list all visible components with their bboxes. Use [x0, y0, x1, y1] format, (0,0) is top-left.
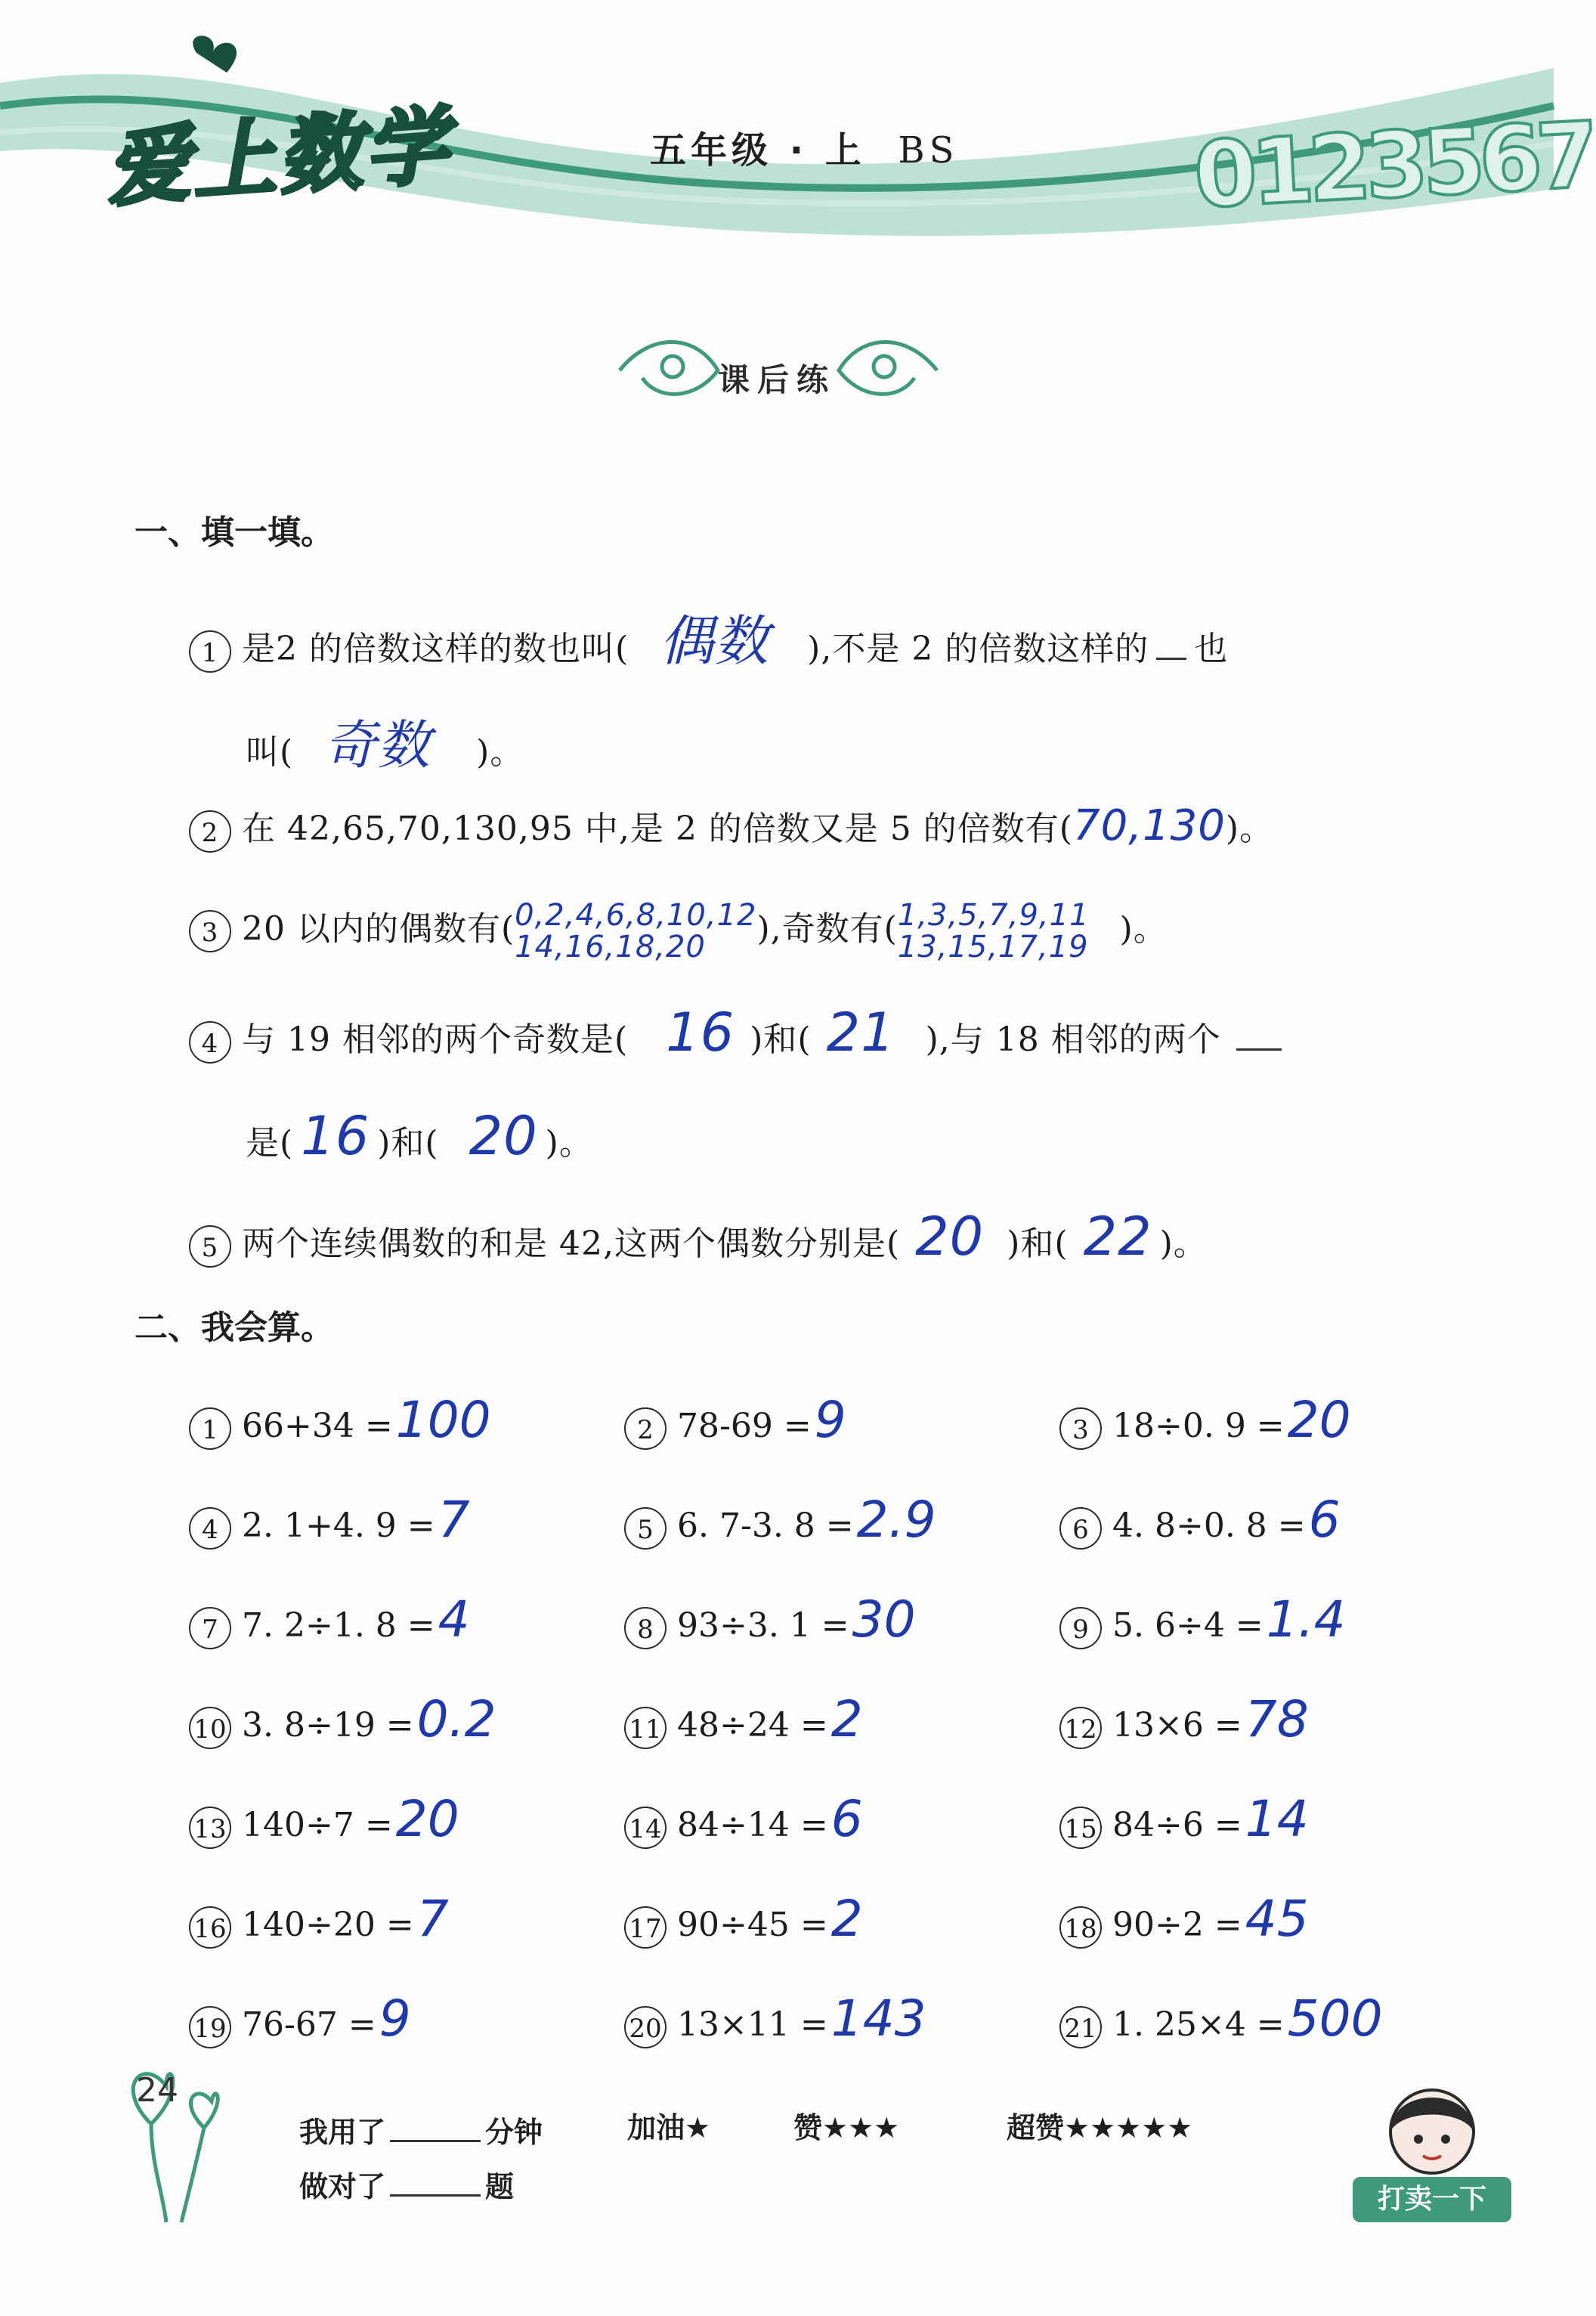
calc-problem-5 [624, 1491, 936, 1550]
calc-problem-7 [189, 1590, 470, 1649]
handwritten-answer: 6 [830, 1790, 863, 1848]
calc-problem-8 [624, 1590, 916, 1649]
handwritten-answer: 9 [814, 1391, 846, 1449]
calc-expression: 66+34 = [242, 1407, 393, 1445]
question-number: 21 [1059, 2006, 1102, 2048]
question-number: 4 [189, 1021, 231, 1064]
girl-mascot-icon [1372, 2071, 1492, 2192]
question-number: 9 [1059, 1607, 1102, 1649]
handwritten-answer: 500 [1287, 1989, 1383, 2048]
grade-label: 五年级 · 上 BS [650, 129, 959, 172]
calc-problem-4 [189, 1491, 470, 1550]
rating-encourage: 加油★ [627, 2111, 711, 2144]
calc-expression: 2. 1+4. 9 = [242, 1506, 435, 1545]
time-used-line: 我用了 分钟 [299, 2116, 543, 2149]
calc-problem-3 [1059, 1391, 1351, 1450]
calc-expression: 3. 8÷19 = [242, 1706, 414, 1745]
calc-expression: 140÷7 = [242, 1806, 393, 1844]
calc-problem-11 [624, 1690, 863, 1749]
calc-expression: 140÷20 = [242, 1906, 414, 1944]
decor-digits: 0123567 [1191, 103, 1596, 229]
handwritten-answer: 78 [1245, 1690, 1309, 1748]
calc-problem-9 [1059, 1590, 1346, 1649]
question-number: 19 [189, 2006, 231, 2048]
calc-expression: 5. 6÷4 = [1112, 1606, 1264, 1645]
question-number: 3 [1059, 1407, 1102, 1450]
question-number: 6 [1059, 1507, 1102, 1550]
calc-expression: 48÷24 = [677, 1706, 828, 1745]
handwritten-answer: 2 [830, 1890, 863, 1948]
calc-problem-1 [189, 1391, 491, 1450]
calc-expression: 78-69 = [677, 1407, 812, 1445]
calc-expression: 18÷0. 9 = [1112, 1407, 1285, 1445]
calc-expression: 13×11 = [677, 2005, 828, 2044]
handwritten-answer: 20 [915, 1206, 985, 1268]
handwritten-answer: 9 [379, 1989, 411, 2048]
rest-badge: 打卖一下 [1353, 2177, 1511, 2222]
question-number: 20 [624, 2006, 667, 2048]
calc-problem-13 [189, 1790, 459, 1849]
handwritten-answer: 1,3,5,7,9,11 13,15,17,19 [897, 898, 1090, 964]
calc-problem-14 [624, 1790, 863, 1849]
calc-expression: 84÷14 = [677, 1806, 828, 1844]
question-number: 2 [189, 810, 231, 853]
calc-expression: 4. 8÷0. 8 = [1112, 1506, 1306, 1545]
fill-item-2: 2 在 42,65,70,130,95 中,是 2 的倍数又是 5 的倍数有(70,130)。 [189, 801, 1273, 853]
question-number: 2 [624, 1407, 667, 1450]
handwritten-answer: 4 [438, 1590, 470, 1649]
fill-item-5: 5 两个连续偶数的和是 42,这两个偶数分别是( 20 )和( 22 )。 [189, 1206, 1208, 1268]
question-number: 8 [624, 1607, 667, 1649]
fill-item-4: 4 与 19 相邻的两个奇数是( 16 )和( 21 ),与 18 相邻的两个 [189, 1002, 1282, 1064]
handwritten-answer: 30 [852, 1590, 916, 1649]
brand-title: 爱上数学 [103, 97, 454, 218]
page-number: 24 [136, 2071, 178, 2110]
question-number: 4 [189, 1507, 231, 1550]
handwritten-answer: 奇数 [323, 714, 431, 776]
handwritten-answer: 100 [395, 1391, 491, 1449]
question-number: 18 [1059, 1906, 1102, 1949]
handwritten-answer: 20 [395, 1790, 459, 1848]
correct-count-line: 做对了 题 [299, 2170, 515, 2203]
handwritten-answer: 70,130 [1072, 801, 1226, 850]
question-number: 14 [624, 1807, 667, 1849]
calc-problem-17 [624, 1890, 863, 1949]
section-subtitle: 课后练 [717, 361, 836, 398]
question-number: 15 [1059, 1807, 1102, 1849]
calc-problem-12 [1059, 1690, 1309, 1749]
calc-problem-21 [1059, 1989, 1383, 2048]
question-number: 10 [189, 1707, 231, 1749]
fill-item-1-cont: 叫( 奇数 )。 [246, 714, 524, 776]
question-number: 3 [189, 910, 231, 952]
question-number: 5 [189, 1225, 231, 1268]
handwritten-answer: 20 [469, 1105, 538, 1167]
fill-item-3: 3 20 以内的偶数有( 0,2,4,6,8,10,12 14,16,18,20 ),奇数有( 1,3,5,7,9,11 13,15,17,19 )。 [189, 899, 1168, 963]
question-number: 16 [189, 1906, 231, 1949]
handwritten-answer: 1.4 [1266, 1590, 1346, 1649]
calc-problem-20 [624, 1989, 926, 2048]
calc-problem-19 [189, 1989, 411, 2048]
handwritten-answer: 0,2,4,6,8,10,12 14,16,18,20 [515, 898, 757, 964]
calc-expression: 13×6 = [1112, 1706, 1242, 1745]
section1-title: 一、填一填。 [135, 513, 334, 552]
calc-expression: 7. 2÷1. 8 = [242, 1606, 435, 1645]
calc-problem-18 [1059, 1890, 1309, 1949]
calc-expression: 6. 7-3. 8 = [677, 1506, 854, 1545]
calc-problem-6 [1059, 1491, 1341, 1550]
handwritten-answer: 21 [826, 1002, 895, 1064]
handwritten-answer: 7 [416, 1890, 449, 1948]
calc-problem-16 [189, 1890, 449, 1949]
handwritten-answer: 143 [830, 1989, 926, 2048]
rating-super-praise: 超赞★★★★★ [1007, 2111, 1193, 2144]
handwritten-answer: 0.2 [416, 1690, 496, 1748]
question-number: 1 [189, 1407, 231, 1450]
handwritten-answer: 45 [1245, 1890, 1309, 1948]
handwritten-answer: 7 [438, 1491, 470, 1549]
calc-expression: 84÷6 = [1112, 1806, 1242, 1844]
calc-problem-10 [189, 1690, 496, 1749]
handwritten-answer: 16 [301, 1105, 370, 1167]
question-number: 12 [1059, 1707, 1102, 1749]
fill-item-1: 1 是2 的倍数这样的数也叫( 偶数 ),不是 2 的倍数这样的 也 [189, 597, 1228, 676]
page-header [0, 0, 1596, 317]
rating-praise: 赞★★★ [793, 2111, 900, 2144]
calc-expression: 76-67 = [242, 2005, 376, 2044]
handwritten-answer: 偶数 [659, 609, 770, 673]
handwritten-answer: 14 [1245, 1790, 1309, 1848]
question-number: 17 [624, 1906, 667, 1949]
handwritten-answer: 16 [666, 1002, 735, 1064]
calc-expression: 90÷45 = [677, 1906, 828, 1944]
heart-icon [193, 36, 237, 73]
question-number: 5 [624, 1507, 667, 1550]
fill-item-4-cont: 是( 16 )和( 20 )。 [246, 1105, 593, 1167]
handwritten-answer: 20 [1287, 1391, 1351, 1449]
calc-expression: 1. 25×4 = [1112, 2005, 1285, 2044]
handwritten-answer: 22 [1083, 1206, 1152, 1268]
calc-expression: 90÷2 = [1112, 1906, 1242, 1944]
handwritten-answer: 2 [830, 1690, 863, 1748]
handwritten-answer: 2.9 [856, 1491, 936, 1549]
calc-problem-2 [624, 1391, 846, 1450]
question-number: 11 [624, 1707, 667, 1749]
handwritten-answer: 6 [1308, 1491, 1341, 1549]
calc-expression: 93÷3. 1 = [677, 1606, 849, 1645]
question-number: 7 [189, 1607, 231, 1649]
question-number: 13 [189, 1807, 231, 1849]
calc-problem-15 [1059, 1790, 1309, 1849]
section2-title: 二、我会算。 [135, 1308, 334, 1347]
question-number: 1 [189, 630, 231, 673]
